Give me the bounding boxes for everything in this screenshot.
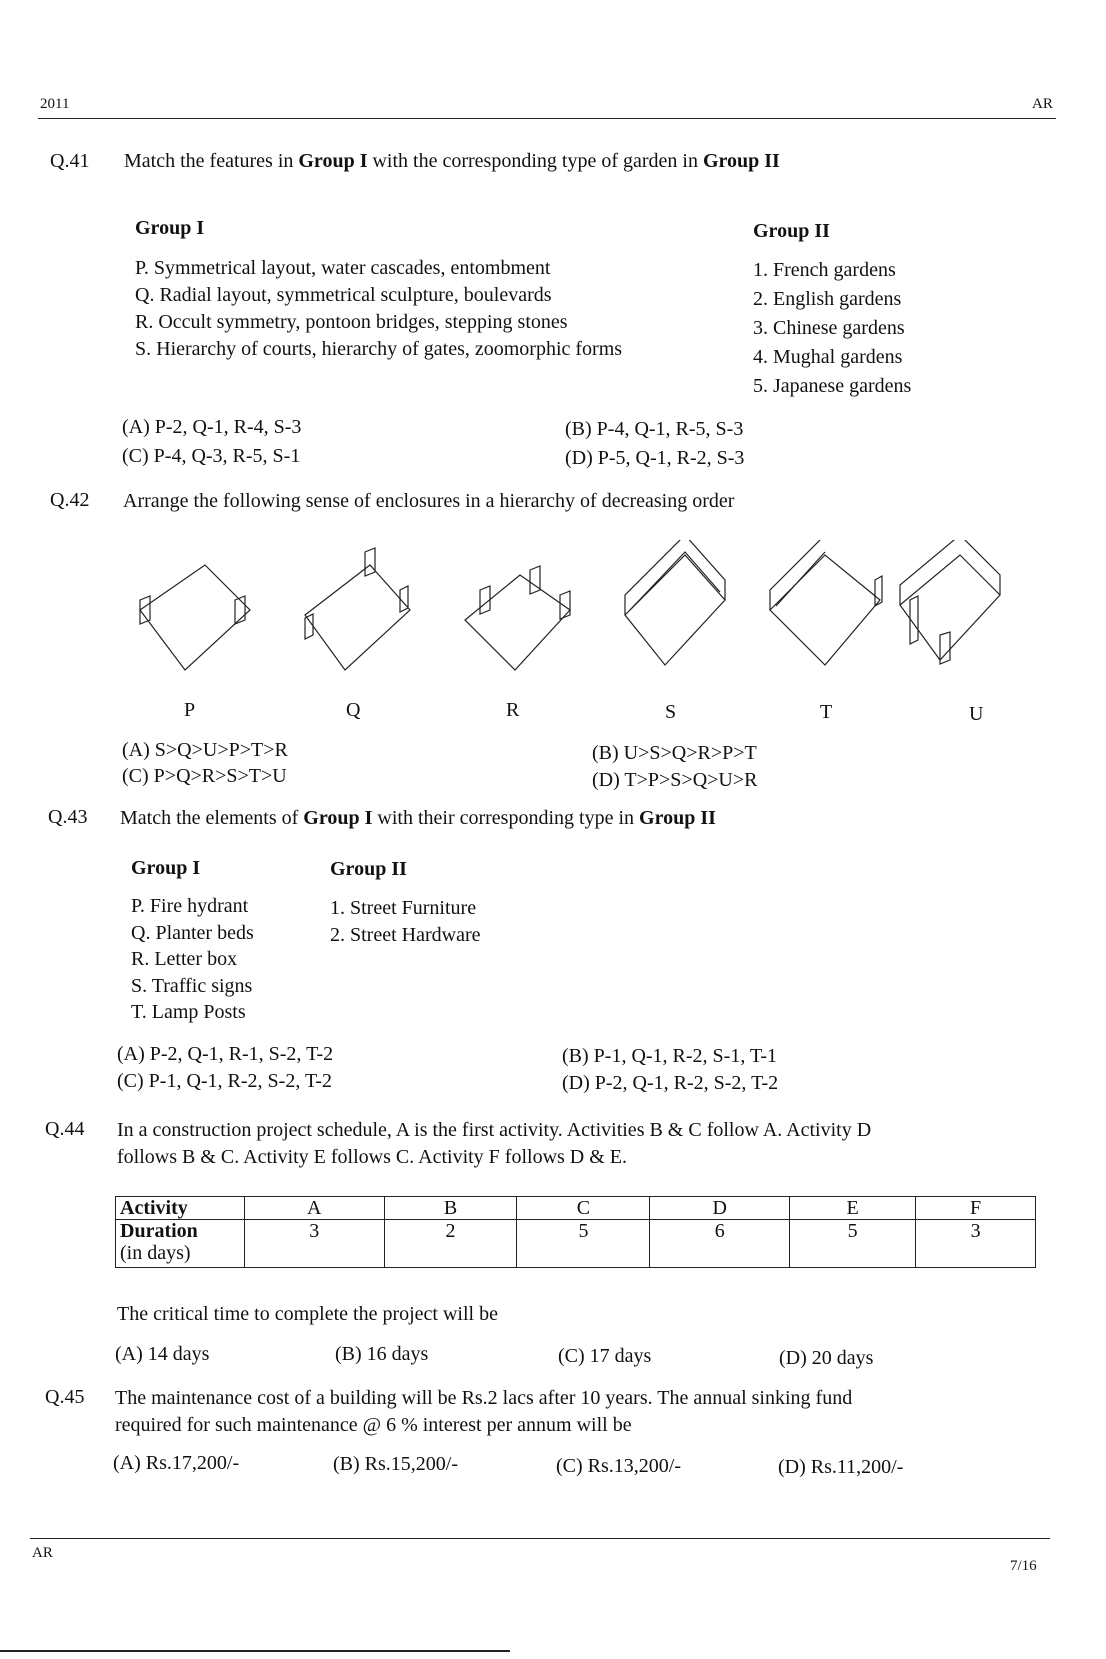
q42-option-d: (D) T>P>S>Q>U>R [592,769,758,791]
q44-stem-line2: follows B & C. Activity E follows C. Activity F follows D & E. [117,1146,628,1168]
label-u: U [969,703,984,725]
scan-edge-line [0,1650,510,1652]
footer-rule [30,1538,1050,1539]
enclosure-r [465,566,570,670]
q42-option-c: (C) P>Q>R>S>T>U [122,765,287,787]
q41-stem-text: Match the features in [124,150,299,172]
list-item: P. Fire hydrant [131,895,249,917]
duration-label: Duration [120,1220,198,1242]
q41-option-c: (C) P-4, Q-3, R-5, S-1 [122,445,301,467]
q42-option-a: (A) S>Q>U>P>T>R [122,739,288,761]
header-code: AR [1032,96,1053,112]
q45-option-b: (B) Rs.15,200/- [333,1453,458,1475]
q45-stem [115,1385,852,1439]
list-item: S. Traffic signs [131,974,253,997]
list-item: 1. Street Furniture [330,897,477,919]
table-cell: 5 [789,1220,915,1268]
footer-code: AR [32,1545,53,1561]
table-cell: B [384,1197,517,1220]
activity-header: Activity [116,1197,245,1220]
table-cell: 6 [650,1220,790,1268]
list-item: 3. Chinese gardens [753,317,905,339]
q43-option-a: (A) P-2, Q-1, R-1, S-2, T-2 [117,1043,334,1065]
q44-stem-line1: In a construction project schedule, A is the first activity. Activities B & C follow A. Activity D [117,1119,872,1141]
q45-option-d: (D) Rs.11,200/- [778,1456,904,1478]
q42-option-b: (B) U>S>Q>R>P>T [592,742,757,764]
q43-stem-group1: Group I [303,807,373,829]
q43-option-b: (B) P-1, Q-1, R-2, S-1, T-1 [562,1045,778,1067]
q41-option-a: (A) P-2, Q-1, R-4, S-3 [122,416,302,438]
enclosure-t [770,540,882,665]
table-row [116,1220,1036,1268]
q41-option-d: (D) P-5, Q-1, R-2, S-3 [565,447,745,469]
enclosure-s [625,540,725,665]
list-item: 4. Mughal gardens [753,346,903,368]
q43-number: Q.43 [48,806,88,828]
activity-table [115,1196,1036,1268]
q45-stem-line1: The maintenance cost of a building will be Rs.2 lacs after 10 years. The annual sinking fund [115,1387,853,1409]
table-cell: E [789,1197,915,1220]
q44-option-c: (C) 17 days [558,1345,652,1367]
header-year: 2011 [40,96,70,112]
list-item: R. Occult symmetry, pontoon bridges, stepping stones [135,311,568,333]
duration-header [116,1220,245,1268]
q41-group1-title: Group I [135,217,205,239]
q43-stem-group2: Group II [639,807,716,829]
q44-number: Q.44 [45,1118,85,1140]
page-number: 7/16 [1010,1558,1037,1574]
duration-unit: (in days) [120,1242,191,1264]
table-row [116,1197,1036,1220]
label-p: P [184,699,196,721]
table-cell: D [650,1197,790,1220]
enclosure-p [140,565,250,670]
q44-stem [117,1117,871,1171]
list-item: 2. Street Hardware [330,924,481,946]
header-rule [38,118,1056,119]
q41-stem-group1: Group I [298,150,368,172]
q43-group1-list [131,893,254,1026]
q44-option-d: (D) 20 days [779,1347,874,1369]
q41-group2-title: Group II [753,220,830,242]
list-item: 1. French gardens [753,259,896,281]
table-cell: 3 [245,1220,385,1268]
q41-option-b: (B) P-4, Q-1, R-5, S-3 [565,418,744,440]
q44-question: The critical time to complete the project will be [117,1303,498,1325]
list-item: Q. Radial layout, symmetrical sculpture, boulevards [135,284,552,306]
table-cell: 5 [517,1220,650,1268]
list-item: R. Letter box [131,948,238,970]
q45-stem-line2: required for such maintenance @ 6 % interest per annum will be [115,1414,632,1436]
q41-number: Q.41 [50,150,90,172]
q42-stem: Arrange the following sense of enclosures in a hierarchy of decreasing order [123,490,735,512]
label-s: S [665,701,677,723]
list-item: S. Hierarchy of courts, hierarchy of gates, zoomorphic forms [135,338,623,360]
list-item: Q. Planter beds [131,921,254,944]
table-cell: 2 [384,1220,517,1268]
enclosure-q [305,548,410,670]
q44-option-b: (B) 16 days [335,1343,429,1365]
label-q: Q [346,699,361,721]
q43-stem-text: Match the elements of [120,807,304,829]
label-r: R [506,699,520,721]
q41-stem [124,148,780,175]
table-cell: 3 [916,1220,1036,1268]
enclosure-diagrams [120,540,1060,690]
q43-group2-title: Group II [330,858,407,880]
enclosure-u [900,540,1000,664]
list-item: 2. English gardens [753,288,902,310]
q45-option-c: (C) Rs.13,200/- [556,1455,681,1477]
label-t: T [820,701,833,723]
q41-stem-group2: Group II [702,150,780,172]
table-cell: F [916,1197,1036,1220]
q43-group1-title: Group I [131,857,201,879]
q43-option-d: (D) P-2, Q-1, R-2, S-2, T-2 [562,1072,779,1094]
q41-group1-list [135,255,622,363]
q45-option-a: (A) Rs.17,200/- [113,1452,240,1474]
q41-group2-list [753,256,911,401]
q43-option-c: (C) P-1, Q-1, R-2, S-2, T-2 [117,1070,333,1092]
list-item: 5. Japanese gardens [753,375,912,397]
q44-option-a: (A) 14 days [115,1343,210,1365]
q43-stem [120,805,716,832]
q43-stem-text2: with their corresponding type in [372,807,640,829]
table-cell: A [245,1197,385,1220]
list-item: T. Lamp Posts [131,1001,246,1023]
q43-group2-list [330,895,481,949]
list-item: P. Symmetrical layout, water cascades, entombment [135,257,551,279]
q42-number: Q.42 [50,489,90,511]
q45-number: Q.45 [45,1386,85,1408]
q41-stem-text2: with the corresponding type of garden in [367,150,703,172]
table-cell: C [517,1197,650,1220]
